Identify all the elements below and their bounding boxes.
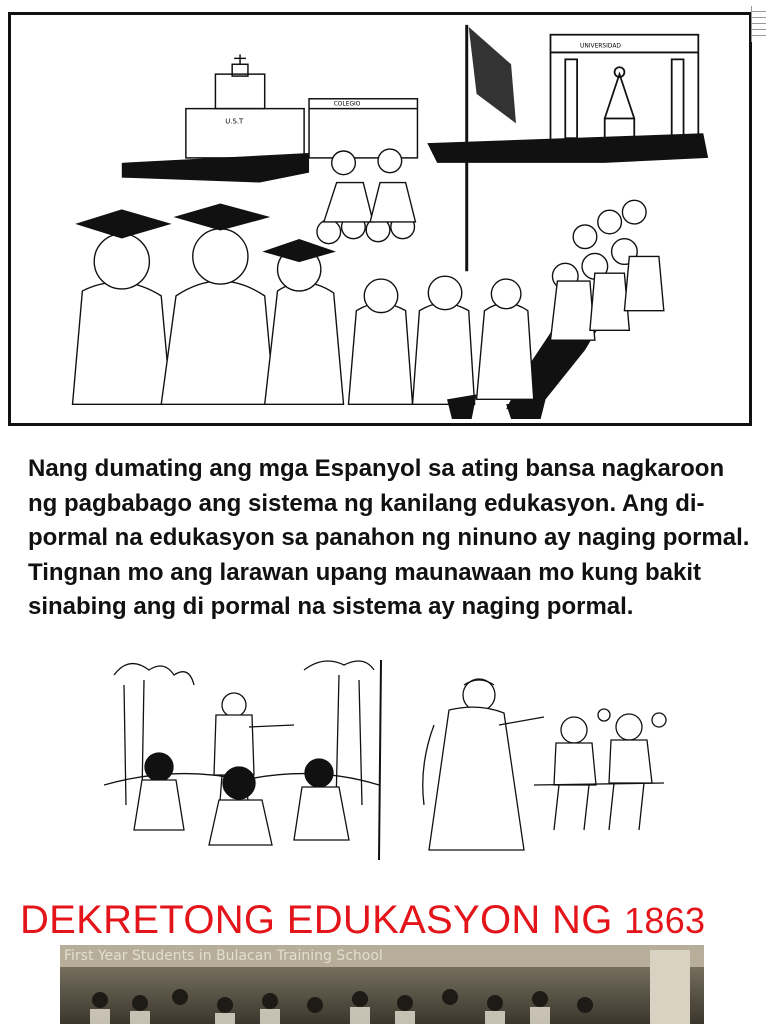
lesson-paragraph: Nang dumating ang mga Espanyol sa ating bansa nagkaroon ng pagbabago ang sistema ng kanilang edukasyon. Ang di-pormal na edukasyon sa panahon ng ninuno ay naging pormal. Tingnan mo ang larawan upang maunawaan mo kung bakit sinabing ang di pormal na sistema ay naging pormal. xyxy=(28,455,750,620)
universidad-sign: UNIVERSIDAD xyxy=(580,43,621,50)
decree-title-text: DEKRETONG EDUKASYON NG xyxy=(20,898,613,942)
top-illustration xyxy=(8,12,752,426)
middle-illustration xyxy=(104,655,670,860)
page-edge-mark xyxy=(751,6,766,42)
decree-year: 1863 xyxy=(624,900,706,941)
graduation-procession-drawing xyxy=(11,15,749,423)
photo-caption: First Year Students in Bulacan Training School xyxy=(64,948,383,964)
friar-teaching-boys-drawing xyxy=(423,679,666,850)
class-photo-image xyxy=(60,945,704,1024)
teaching-comparison-drawing xyxy=(104,655,670,860)
historical-class-photo xyxy=(60,945,704,1024)
ust-sign: U.S.T xyxy=(225,117,244,126)
forest-informal-teaching-drawing xyxy=(104,661,379,845)
decree-title xyxy=(20,894,750,947)
colegio-sign: COLEGIO xyxy=(333,101,361,108)
